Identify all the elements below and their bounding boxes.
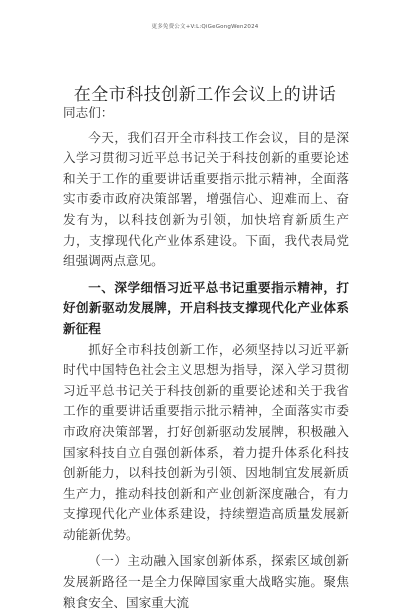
- document-body: [63, 103, 349, 613]
- paragraph-intro: 今天，我们召开全市科技工作会议，目的是深入学习贯彻习近平总书记关于科技创新的重要论述和关于工作的重要讲话重要指示批示精神，全面落实市委市政府决策部署，增强信心、迎难而上、奋发有为，以科技创新为引领，加快培育新质生产力，支撑现代化产业体系建设。下面，我代表局党组强调两点意见。: [63, 129, 349, 269]
- paragraph-section-1: 抓好全市科技创新工作，必须坚持以习近平新时代中国特色社会主义思想为指导，深入学习贯彻习近平总书记关于科技创新的重要论述和关于我省工作的重要讲话重要指示批示精神，全面落实市委市政府决策部署，打好创新驱动发展牌，积极融入国家科技自立自强创新体系，着力提升体系化科技创新能力，以科技创新为引领、因地制宜发展新质生产力，推动科技创新和产业创新深度融合，有力支撑现代化产业体系建设，持续塑造高质量发展新动能新优势。: [63, 341, 349, 542]
- header-note: 更多免费公文+V:L:QiGeGongWen2024: [151, 24, 259, 30]
- paragraph-subsection-1: （一）主动融入国家创新体系，探索区域创新发展新路径一是全力保障国家重大战略实施。聚焦粮食安全、国家重大流: [63, 553, 349, 610]
- section-heading-1: 一、深学细悟习近平总书记重要指示精神，打好创新驱动发展牌，开启科技支撑现代化产业体系新征程: [63, 279, 349, 336]
- salutation: 同志们：: [63, 105, 114, 120]
- document-title: 在全市科技创新工作会议上的讲话: [73, 85, 337, 105]
